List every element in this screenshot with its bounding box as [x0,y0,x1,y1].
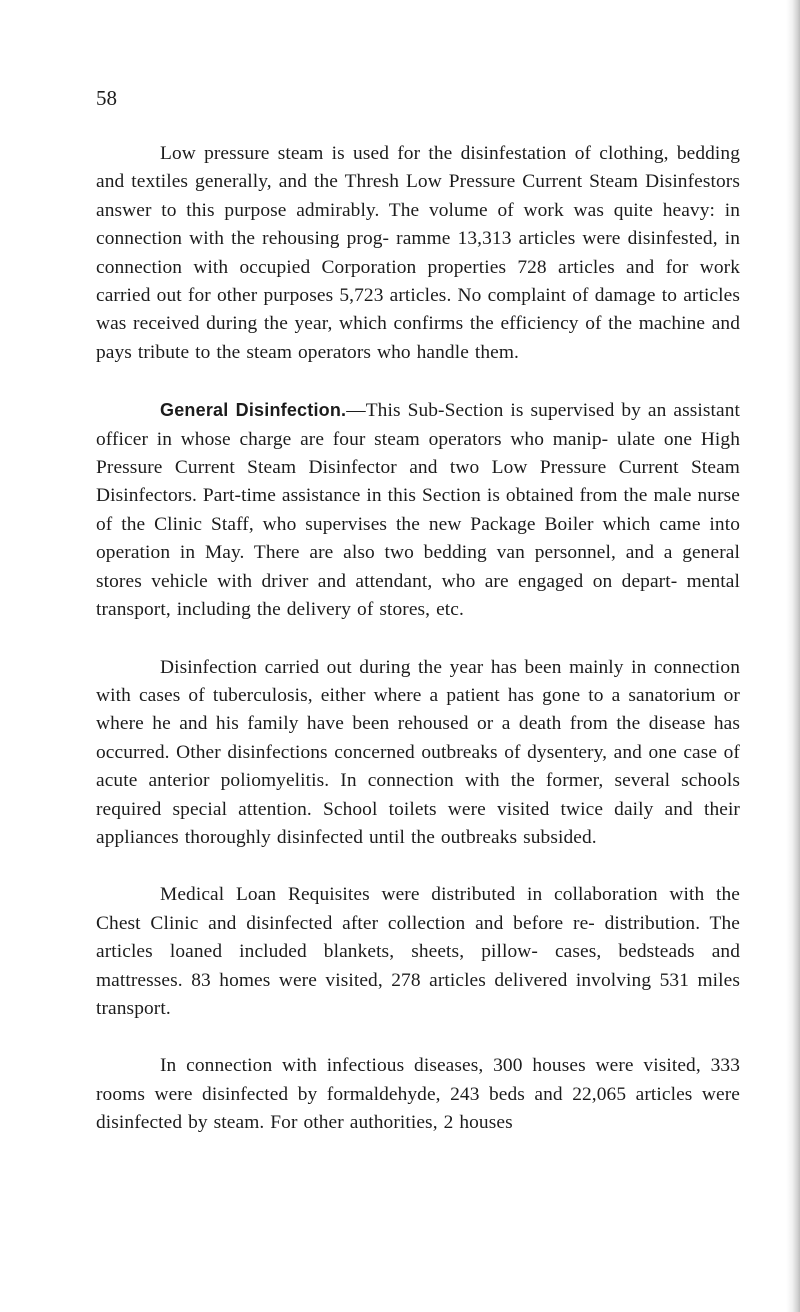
section-heading-general-disinfection: General Disinfection. [160,400,347,421]
paragraph-text: —This Sub-Section is supervised by an assistant officer in whose charge are four steam operators who manip- ulate one High Pressure Current Steam Disinfector and two Low Pressure Current Steam Disinfectors. Part-time assistance in this Section is obtained from the male nurse of the Clinic Staff, who supervises the new Package Boiler which came into operation in May. There are also two bedding van personnel, and a general stores vehicle with driver and attendant, who are engaged on depart- mental transport, including the delivery of stores, etc. [96,400,740,621]
document-body [96,140,740,1138]
paragraph-medical-loan-requisites [96,881,740,1023]
paragraph-general-disinfection [96,396,740,624]
page-number: 58 [96,86,117,110]
paragraph-low-pressure-steam [96,140,740,367]
paragraph-text: Medical Loan Requisites were distributed in collaboration with the Chest Clinic and disinfected after collection and before re- distribution. The articles loaned included blankets, sheets, pillow- cases, bedsteads and mattresses. 83 homes were visited, 278 articles delivered involving 531 miles transport. [96,884,740,1019]
paragraph-text: Low pressure steam is used for the disinfestation of clothing, bedding and textiles generally, and the Thresh Low Pressure Current Steam Disinfestors answer to this purpose admirably. The volume of work was quite heavy: in connection with the rehousing prog- ramme 13,313 articles were disinfested, in connection with occupied Corporation properties 728 articles and for work carried out for other purposes 5,723 articles. No complaint of damage to articles was received during the year, which confirms the efficiency of the machine and pays tribute to the steam operators who handle them. [96,143,740,363]
page-edge-shadow [786,0,800,1312]
paragraph-infectious-diseases [96,1052,740,1137]
paragraph-text: In connection with infectious diseases, 300 houses were visited, 333 rooms were disinfected by formaldehyde, 243 beds and 22,065 articles were disinfected by steam. For other authorities, 2 houses [96,1055,740,1134]
paragraph-disinfection-carried-out [96,654,740,853]
paragraph-text: Disinfection carried out during the year has been mainly in connection with cases of tuberculosis, either where a patient has gone to a sanatorium or where he and his family have been rehoused or a death from the disease has occurred. Other disinfections concerned outbreaks of dysentery, and one case of acute anterior poliomyelitis. In connection with the former, several schools required special attention. School toilets were visited twice daily and their appliances thoroughly disinfected until the outbreaks subsided. [96,656,740,848]
